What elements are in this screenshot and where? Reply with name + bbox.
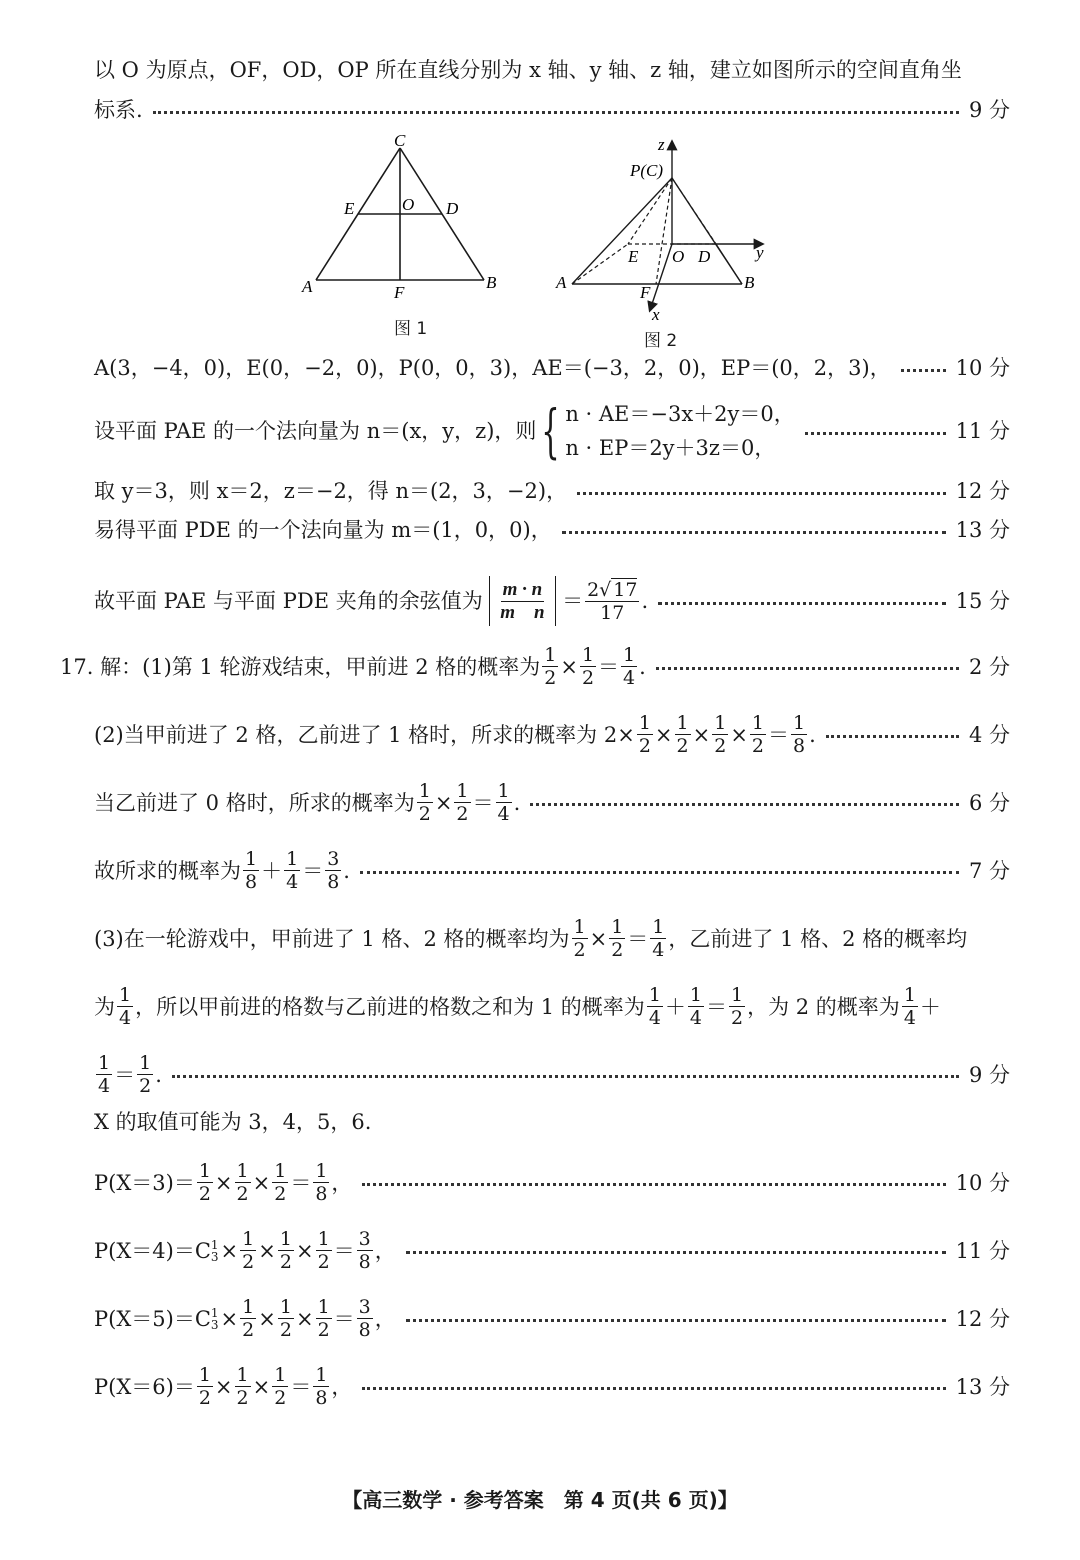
- p17-part2b-lead: 当乙前进了 0 格时，所求的概率为: [94, 790, 415, 815]
- frac-quarter: $\frac{1}{4}$: [623, 644, 636, 689]
- p17-part3a-line: (3)在一轮游戏中，甲前进了 1 格、2 格的概率均为 $\frac{1}{2}$ × $\frac{1}{2}$ ＝ $\frac{1}{4}$ ，乙前进了 1 格、2 格的概率均: [94, 916, 968, 961]
- score-13: 13 分: [955, 518, 1010, 542]
- leader-dots: [562, 531, 946, 534]
- leader-dots: [406, 1319, 946, 1322]
- score-9: 9 分: [968, 98, 1010, 122]
- cosine-lead: 故平面 PAE 与平面 PDE 夹角的余弦值为: [94, 589, 483, 613]
- frac-half: $\frac{1}{2}$: [581, 644, 595, 689]
- fig2-label-pc: P(C): [630, 161, 664, 180]
- fig2-label-o: O: [672, 247, 685, 266]
- figure-2-pyramid: [552, 134, 782, 324]
- eq: ＝: [598, 654, 620, 679]
- abs-bar-left: [489, 576, 491, 626]
- coords-line: [94, 354, 1010, 382]
- comb-index: 1 3: [210, 1305, 219, 1332]
- frac-half: $\frac{1}{2}$: [544, 644, 557, 689]
- times: ×: [560, 654, 578, 679]
- intro-line-2: [94, 96, 1010, 124]
- eq-2: n · EP＝2y＋3z＝0，: [565, 436, 776, 460]
- fig1-label-d: D: [446, 199, 459, 218]
- px5-lead: P(X＝5)＝C: [94, 1306, 211, 1331]
- x-values-text: X 的取值可能为 3，4，5，6.: [94, 1110, 372, 1134]
- abs-bar-right: [555, 576, 557, 626]
- leader-dots: [901, 369, 946, 372]
- p17-part3b-lead: 为: [94, 994, 115, 1019]
- intro-text-1: 以 O 为原点，OF，OD，OP 所在直线分别为 x 轴、y 轴、z 轴，建立如图所示的空间直角坐: [94, 58, 962, 82]
- score-9b: 9 分: [968, 1062, 1010, 1087]
- intro-line-1: [94, 56, 1010, 84]
- p17-part3a-mid: ，乙前进了 1 格、2 格的概率均: [668, 926, 968, 951]
- p17-part2a-line: (2)当甲前进了 2 格，乙前进了 1 格时，所求的概率为 2× $\frac{1}{2}$ × $\frac{1}{2}$ × $\frac{1}{2}$ × $\frac{1}{2}$ ＝ $\frac{1}{8}$ . 4 分: [94, 712, 1010, 757]
- fig1-label-e: E: [344, 199, 355, 218]
- cos-eq: ＝: [562, 589, 584, 613]
- p17-part2b-line: 当乙前进了 0 格时，所求的概率为 $\frac{1}{2}$ × $\frac{1}{2}$ ＝ $\frac{1}{4}$ . 6 分: [94, 780, 1010, 825]
- fig2-label-y: y: [756, 243, 764, 262]
- score-7: 7 分: [968, 858, 1010, 883]
- px5-line: P(X＝5)＝C 1 3 × $\frac{1}{2}$ × $\frac{1}{2}$ × $\frac{1}{2}$ ＝ $\frac{3}{8}$ ， 12 分: [94, 1296, 1010, 1341]
- score-12b: 12 分: [955, 1306, 1010, 1331]
- p17-part3b-line: 为 $\frac{1}{4}$ ，所以甲前进的格数与乙前进的格数之和为 1 的概率为 $\frac{1}{4}$ ＋ $\frac{1}{4}$ ＝ $\frac{1}{2}$ ，为 2 的概率为 $\frac{1}{4}$ ＋: [94, 984, 941, 1029]
- coords-text: A(3，−4，0)，E(0，−2，0)，P(0，0，3)，AE＝(−3，2，0)，EP＝(0，2，3)，: [94, 356, 891, 380]
- take-y-text: 取 y＝3，则 x＝2，z＝−2，得 n＝(2，3，−2)，: [94, 479, 568, 503]
- normal-pae-lead: 设平面 PAE 的一个法向量为 n＝(x，y，z)，则: [94, 419, 537, 443]
- normal-pae-line: [94, 396, 1010, 466]
- fig1-label-c: C: [394, 131, 406, 150]
- fig2-label-a: A: [556, 273, 567, 292]
- p17-part2a-lead: (2)当甲前进了 2 格，乙前进了 1 格时，所求的概率为 2×: [94, 722, 635, 747]
- leader-dots: [805, 432, 946, 435]
- px6-line: P(X＝6)＝ $\frac{1}{2}$ × $\frac{1}{2}$ × $\frac{1}{2}$ ＝ $\frac{1}{8}$ ， 13 分: [94, 1364, 1010, 1409]
- fig2-label-b: B: [744, 273, 755, 292]
- fig2-label-e: E: [628, 247, 639, 266]
- system-brace: {: [541, 397, 561, 465]
- fig2-label-x: x: [652, 305, 660, 324]
- score-6: 6 分: [968, 790, 1010, 815]
- score-13b: 13 分: [955, 1374, 1010, 1399]
- p17-part3c-line: $\frac{1}{4}$ ＝ $\frac{1}{2}$ . 9 分: [98, 1052, 1010, 1097]
- period: .: [639, 654, 646, 679]
- fig2-label-d: D: [698, 247, 711, 266]
- page-footer: 【高三数学 · 参考答案 第 4 页(共 6 页)】: [342, 1488, 738, 1512]
- cos-result-fraction: [585, 579, 639, 624]
- score-11: 11 分: [955, 419, 1010, 443]
- fig2-label-f: F: [640, 283, 651, 302]
- leader-dots: [826, 735, 959, 738]
- score-2: 2 分: [968, 654, 1010, 679]
- score-15: 15 分: [955, 589, 1010, 613]
- take-y-line: [94, 477, 1010, 505]
- p17-part2c-line: 故所求的概率为 $\frac{1}{8}$ ＋ $\frac{1}{4}$ ＝ $\frac{3}{8}$ . 7 分: [94, 848, 1010, 893]
- p17-part3b-mid2: ，为 2 的概率为: [747, 994, 900, 1019]
- px3-line: P(X＝3)＝ $\frac{1}{2}$ × $\frac{1}{2}$ × $\frac{1}{2}$ ＝ $\frac{1}{8}$ ， 10 分: [94, 1160, 1010, 1205]
- px3-lead: P(X＝3)＝: [94, 1170, 195, 1195]
- figure-1-triangle: [296, 130, 516, 300]
- score-11b: 11 分: [955, 1238, 1010, 1263]
- score-10: 10 分: [955, 356, 1010, 380]
- score-10b: 10 分: [955, 1170, 1010, 1195]
- res-coef: 2: [587, 578, 600, 601]
- x-values-line: [94, 1108, 1010, 1136]
- cosine-line: [94, 576, 1010, 626]
- px6-lead: P(X＝6)＝: [94, 1374, 195, 1399]
- leader-dots: [658, 602, 945, 605]
- cosine-fraction: [498, 579, 546, 624]
- frac-half: $\frac{1}{2}$: [676, 712, 689, 757]
- p17-part2c-lead: 故所求的概率为: [94, 858, 241, 883]
- fig1-label-a: A: [302, 277, 313, 296]
- normal-pde-line: [94, 516, 1010, 544]
- fig1-label-b: B: [486, 273, 497, 292]
- frac-half: $\frac{1}{2}$: [638, 712, 651, 757]
- equation-system: [565, 397, 794, 465]
- res-rad: 17: [613, 578, 638, 601]
- eq-1: n · AE＝−3x＋2y＝0，: [565, 402, 795, 426]
- fig2-label-z: z: [658, 135, 665, 154]
- p17-part3b-mid: ，所以甲前进的格数与乙前进的格数之和为 1 的概率为: [135, 994, 645, 1019]
- leader-dots: [577, 492, 946, 495]
- cos-result-num: 2√ 17: [587, 578, 638, 601]
- intro-text-2: 标系.: [94, 98, 143, 122]
- frac-half: $\frac{1}{2}$: [714, 712, 727, 757]
- cos-result-den: 17: [600, 601, 625, 624]
- leader-dots: [362, 1183, 945, 1186]
- p17-part1-lead: 17. 解：(1)第 1 轮游戏结束，甲前进 2 格的概率为: [60, 654, 541, 679]
- cos-den: m n: [500, 601, 545, 623]
- fig1-label-f: F: [394, 283, 405, 300]
- px4-line: P(X＝4)＝C 1 3 × $\frac{1}{2}$ × $\frac{1}{2}$ × $\frac{1}{2}$ ＝ $\frac{3}{8}$ ， 11 分: [94, 1228, 1010, 1273]
- leader-dots: [530, 803, 959, 806]
- px4-lead: P(X＝4)＝C: [94, 1238, 211, 1263]
- comb-index: 1 3: [210, 1237, 219, 1264]
- fig1-label-o: O: [402, 195, 415, 214]
- leader-dots: [360, 871, 959, 874]
- frac-eighth: $\frac{1}{8}$: [793, 712, 806, 757]
- p17-part1-line: [60, 644, 1010, 689]
- frac-half: $\frac{1}{2}$: [751, 712, 765, 757]
- cos-num: m · n: [502, 578, 543, 600]
- leader-dots: [153, 111, 959, 114]
- score-12: 12 分: [955, 479, 1010, 503]
- score-4: 4 分: [968, 722, 1010, 747]
- p17-part3a-lead: (3)在一轮游戏中，甲前进了 1 格、2 格的概率均为: [94, 926, 570, 951]
- normal-pde-text: 易得平面 PDE 的一个法向量为 m＝(1，0，0)，: [94, 518, 552, 542]
- cos-end: .: [641, 589, 649, 613]
- leader-dots: [172, 1075, 959, 1078]
- leader-dots: [656, 667, 959, 670]
- figure-1-caption: 图 1: [394, 319, 428, 339]
- figure-2-caption: 图 2: [644, 331, 678, 351]
- leader-dots: [362, 1387, 945, 1390]
- leader-dots: [406, 1251, 946, 1254]
